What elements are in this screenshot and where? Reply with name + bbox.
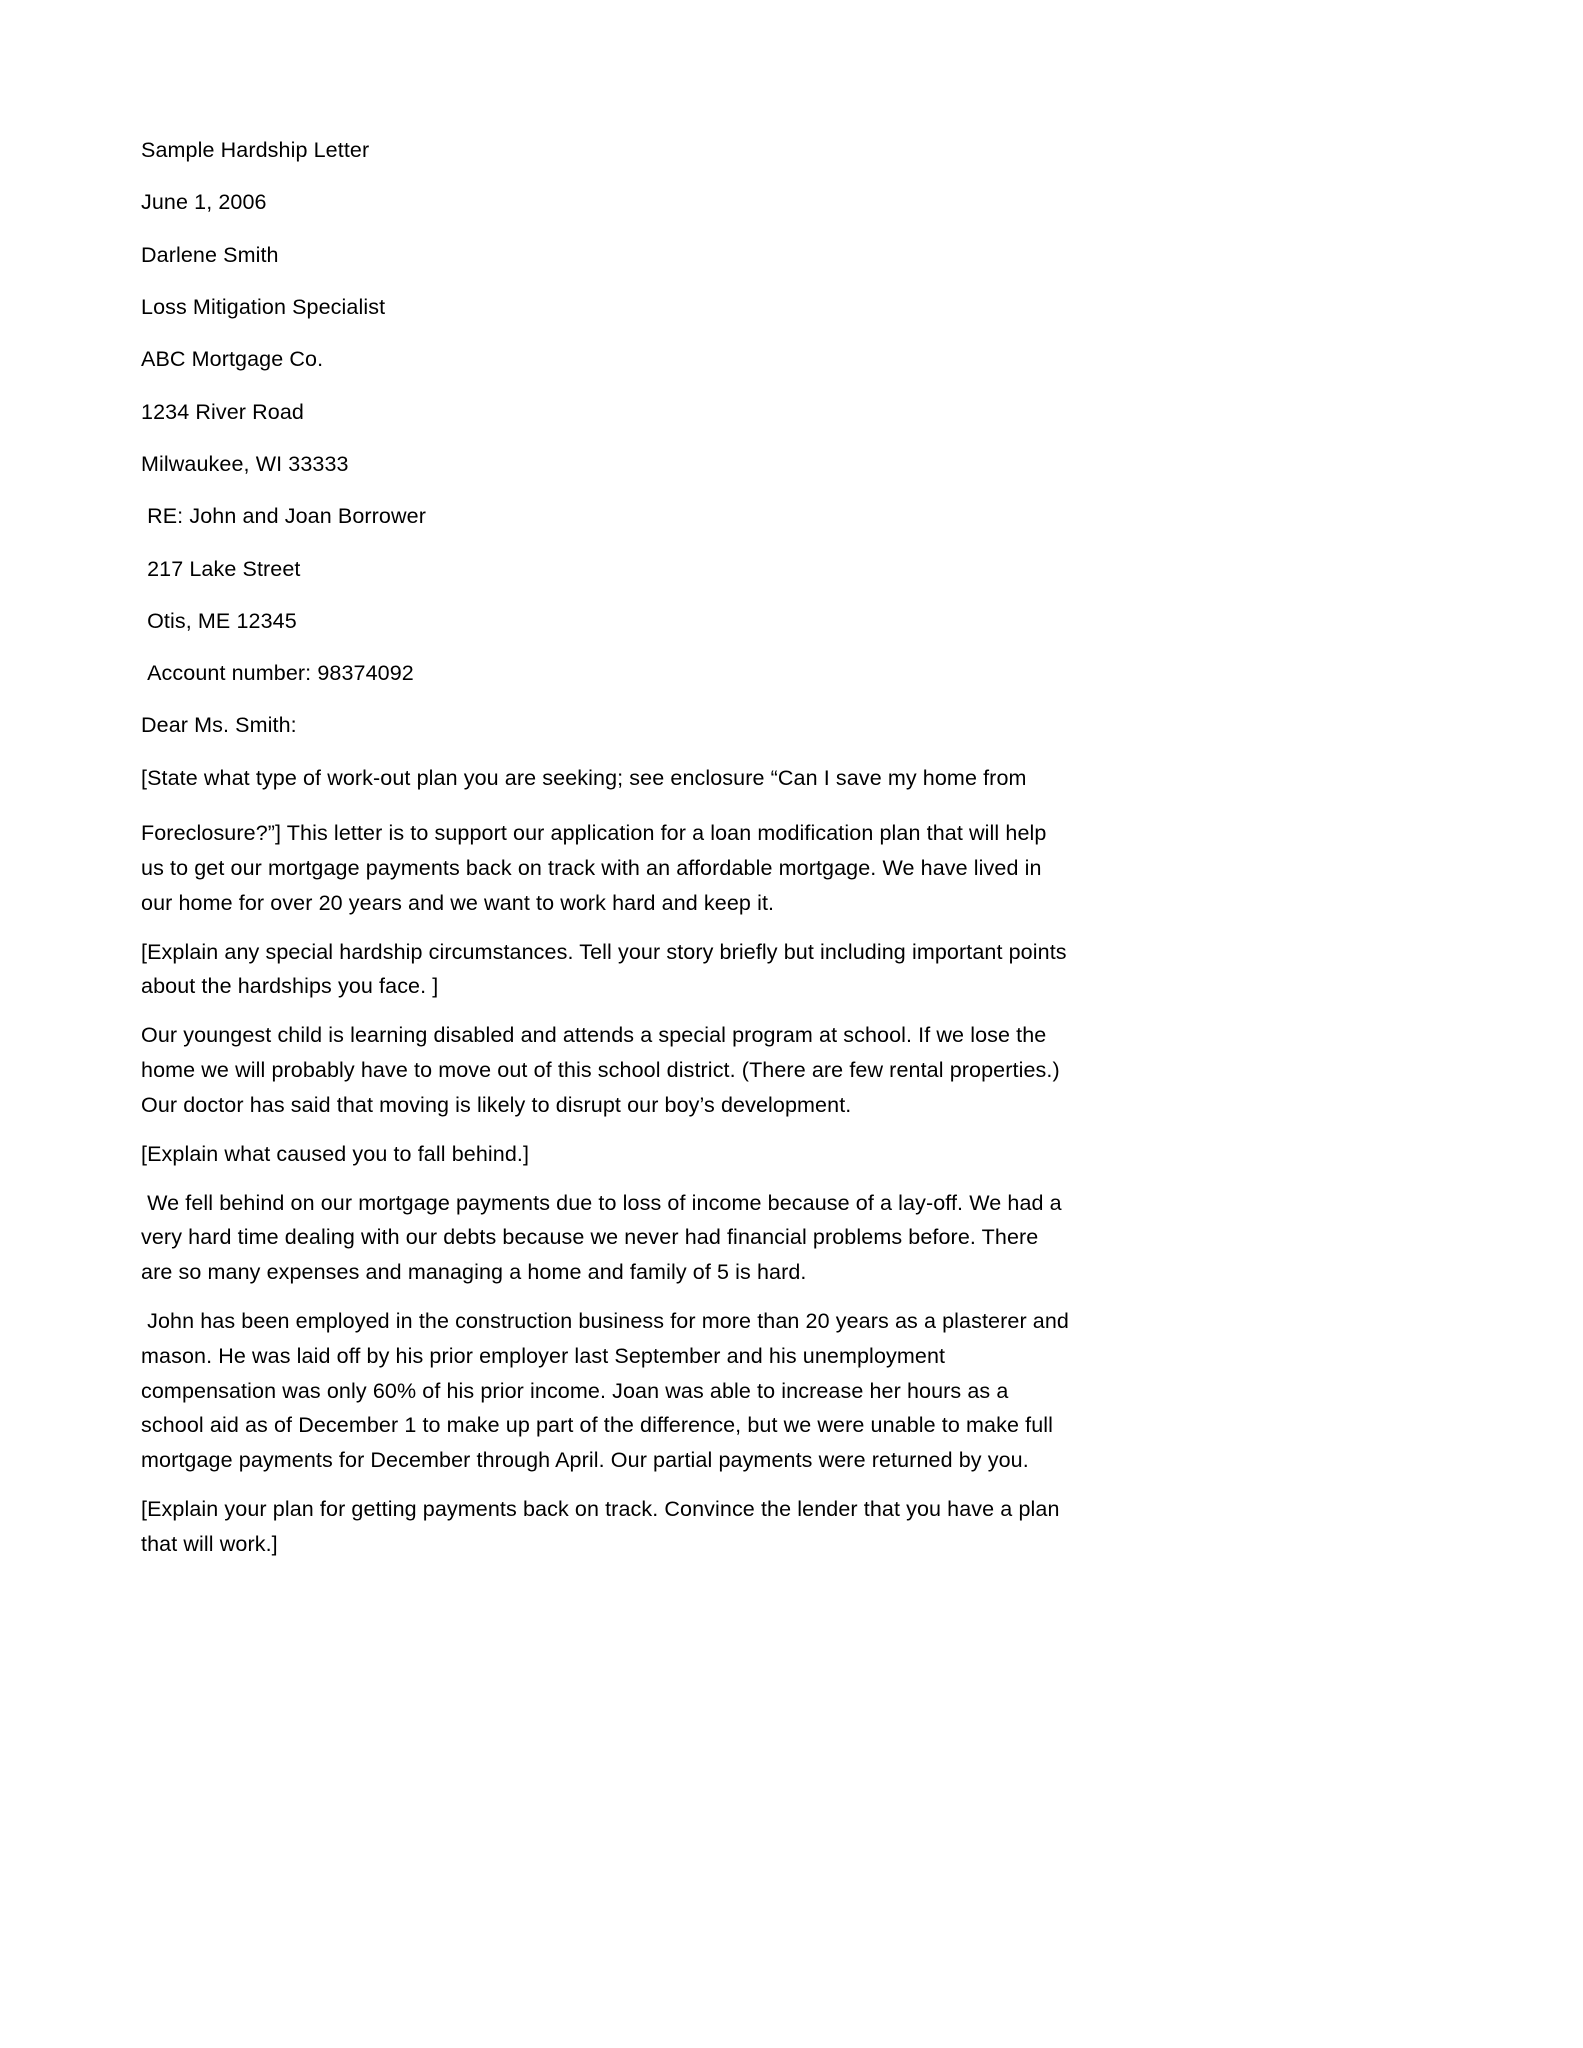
body-paragraph-instruction-workout-plan: [State what type of work-out plan you are seeking; see enclosure “Can I save my home from bbox=[141, 765, 1027, 790]
subject-re-line: RE: John and Joan Borrower bbox=[141, 504, 426, 529]
letter-date: June 1, 2006 bbox=[141, 190, 267, 215]
property-city-state-zip: Otis, ME 12345 bbox=[141, 608, 297, 633]
body-paragraph-instruction-cause-of-delinquency: [Explain what caused you to fall behind.] bbox=[141, 1141, 530, 1166]
body-paragraph-loan-modification-request: Foreclosure?”] This letter is to support our application for a loan modification plan that will help us to get our mortgage payments back on track with an affordable mortgage. We have lived in our home for over 20 years and we want to work hard and keep it. bbox=[141, 821, 1053, 915]
recipient-name: Darlene Smith bbox=[141, 242, 279, 267]
body-paragraph-instruction-hardship-circumstances: [Explain any special hardship circumstances. Tell your story briefly but including important points about the hardships you face. ] bbox=[141, 939, 1073, 999]
recipient-job-title: Loss Mitigation Specialist bbox=[141, 294, 386, 319]
body-paragraph-employment-history: John has been employed in the construction business for more than 20 years as a plasterer and mason. He was laid off by his prior employer last September and his unemployment compensation was only 60% of his prior income. Joan was able to increase her hours as a school aid as of December 1 to make up part of the difference, but we were unable to make full mortgage payments for December through April. Our partial payments were returned by you. bbox=[141, 1309, 1076, 1473]
recipient-street: 1234 River Road bbox=[141, 399, 304, 424]
account-number-line: Account number: 98374092 bbox=[141, 661, 414, 686]
property-street: 217 Lake Street bbox=[141, 556, 301, 581]
body-paragraph-instruction-repayment-plan: [Explain your plan for getting payments back on track. Convince the lender that you have a plan that will work.] bbox=[141, 1497, 1066, 1556]
recipient-city-state-zip: Milwaukee, WI 33333 bbox=[141, 451, 349, 476]
body-paragraph-child-school-hardship: Our youngest child is learning disabled and attends a special program at school. If we lose the home we will probably have to move out of this school district. (There are few rental properties.) Our doctor has said that moving is likely to disrupt our boy’s development. bbox=[141, 1023, 1066, 1117]
letter-content bbox=[141, 136, 1076, 1576]
document-title: Sample Hardship Letter bbox=[141, 138, 370, 162]
salutation: Dear Ms. Smith: bbox=[141, 713, 297, 738]
recipient-company: ABC Mortgage Co. bbox=[141, 347, 324, 372]
body-paragraph-loss-of-income: We fell behind on our mortgage payments due to loss of income because of a lay-off. We had a very hard time dealing with our debts because we never had financial problems before. There are so many expenses and managing a home and family of 5 is hard. bbox=[141, 1190, 1068, 1285]
